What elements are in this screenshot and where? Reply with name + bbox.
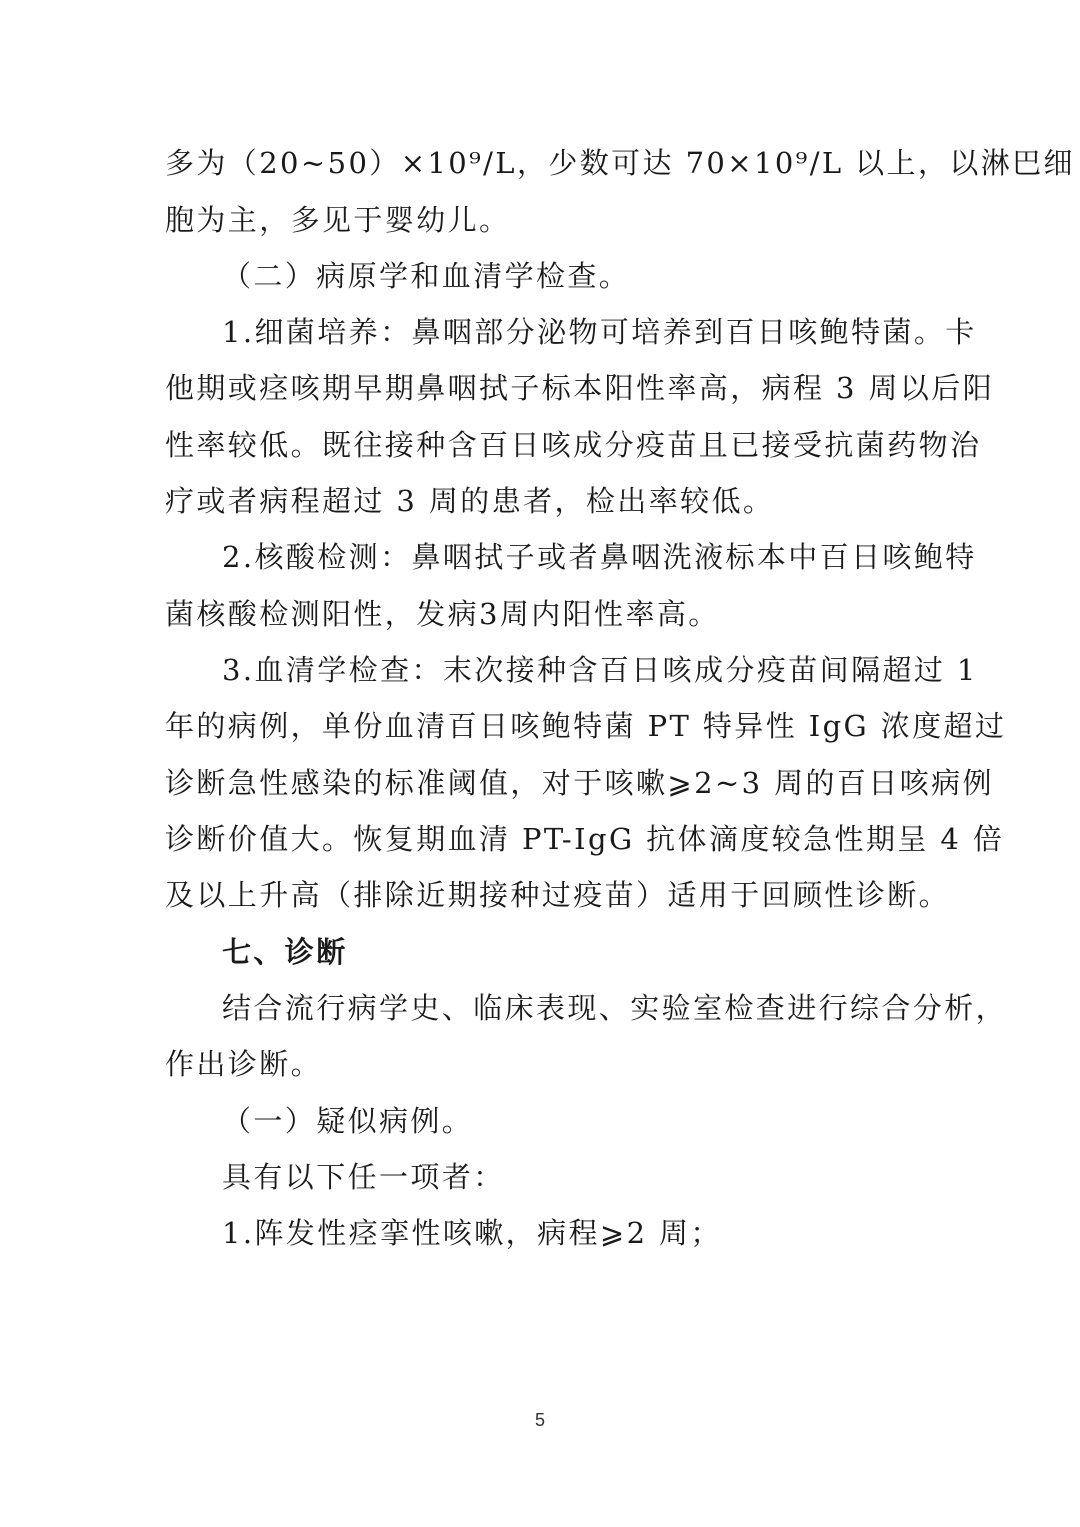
- subsection-heading: （一）疑似病例。: [222, 1104, 474, 1138]
- paragraph-line: 疗或者病程超过 3 周的患者，检出率较低。: [165, 484, 775, 518]
- paragraph-line: 菌核酸检测阳性，发病3周内阳性率高。: [165, 597, 720, 631]
- paragraph-line: 3.血清学检查：末次接种含百日咳成分疫苗间隔超过 1: [222, 653, 978, 687]
- paragraph-line: 诊断急性感染的标准阈值，对于咳嗽⩾2~3 周的百日咳病例: [165, 766, 994, 800]
- paragraph-line: 胞为主，多见于婴幼儿。: [165, 203, 511, 237]
- paragraph-line: 性率较低。既往接种含百日咳成分疫苗且已接受抗菌药物治: [165, 428, 982, 462]
- paragraph-line: 诊断价值大。恢复期血清 PT-IgG 抗体滴度较急性期呈 4 倍: [165, 822, 1005, 856]
- paragraph-line: 2.核酸检测：鼻咽拭子或者鼻咽洗液标本中百日咳鲍特: [222, 540, 977, 574]
- paragraph-line: 1.细菌培养：鼻咽部分泌物可培养到百日咳鲍特菌。卡: [222, 315, 977, 349]
- paragraph-line: 及以上升高（排除近期接种过疫苗）适用于回顾性诊断。: [165, 878, 951, 912]
- page-number: 5: [534, 1410, 545, 1430]
- paragraph-line: 多为（20~50）×10⁹/L，少数可达 70×10⁹/L 以上，以淋巴细: [165, 146, 1075, 180]
- section-heading: 七、诊断: [222, 935, 348, 969]
- paragraph-line: 作出诊断。: [165, 1047, 323, 1081]
- subsection-heading: （二）病原学和血清学检查。: [222, 259, 631, 293]
- paragraph-line: 他期或痉咳期早期鼻咽拭子标本阳性率高，病程 3 周以后阳: [165, 371, 995, 405]
- paragraph-line: 结合流行病学史、临床表现、实验室检查进行综合分析，: [222, 991, 1008, 1025]
- list-item: 1.阵发性痉挛性咳嗽，病程⩾2 周；: [222, 1216, 722, 1250]
- paragraph-line: 具有以下任一项者：: [222, 1160, 505, 1194]
- paragraph-line: 年的病例，单份血清百日咳鲍特菌 PT 特异性 IgG 浓度超过: [165, 709, 1007, 743]
